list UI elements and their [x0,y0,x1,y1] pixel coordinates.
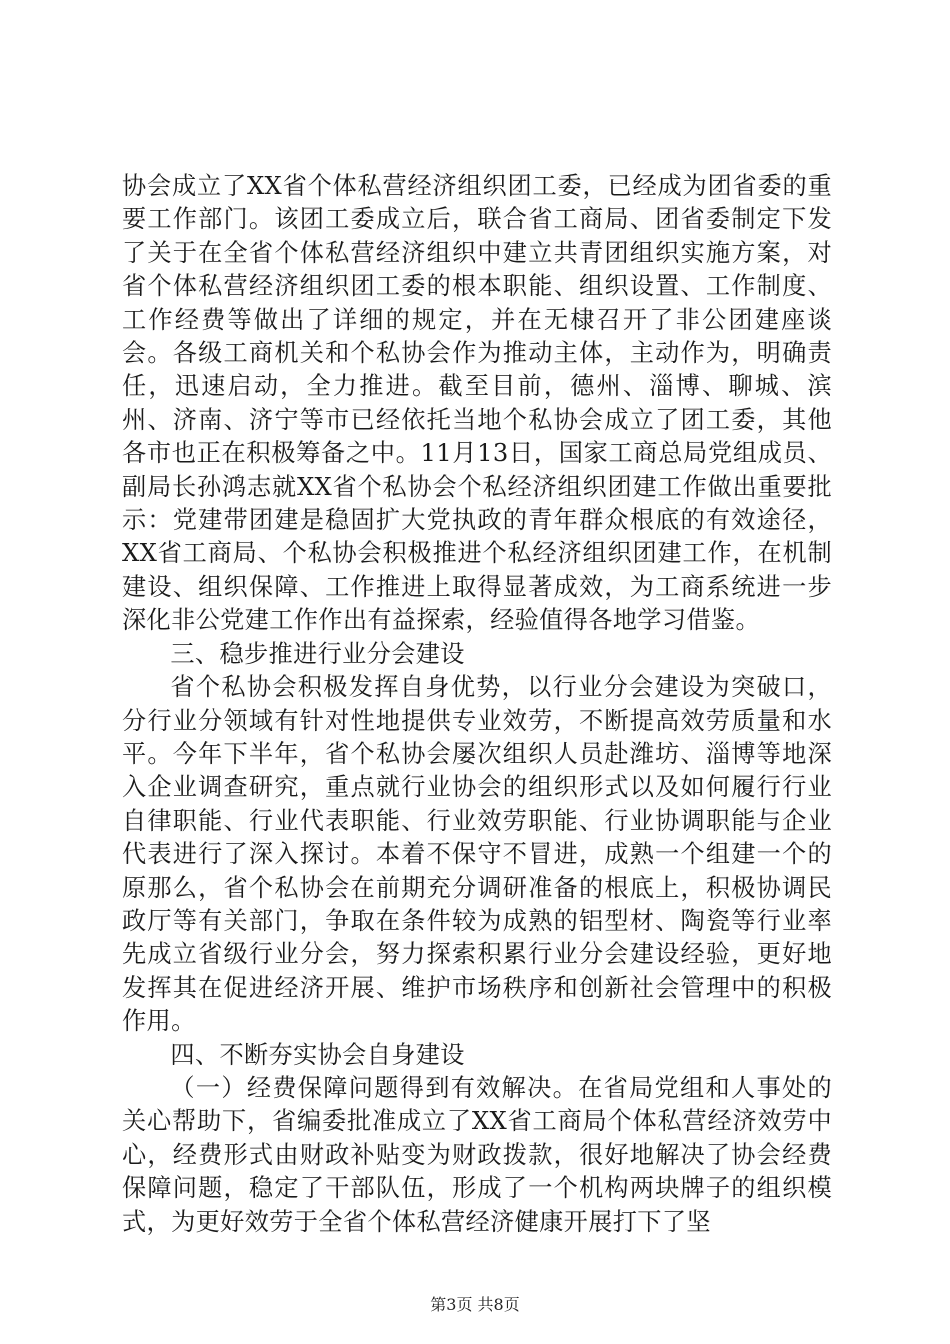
paragraph-industry-branches: 省个私协会积极发挥自身优势，以行业分会建设为突破口，分行业分领域有针对性地提供专业效劳，不断提高效劳质量和水平。今年下半年，省个私协会屡次组织人员赴潍坊、淄博等地深入企业调查研究，重点就行业协会的组织形式以及如何履行行业自律职能、行业代表职能、行业效劳职能、行业协调职能与企业代表进行了深入探讨。本着不保守不冒进，成熟一个组建一个的原那么，省个私协会在前期充分调研准备的根底上，积极协调民政厅等有关部门，争取在条件较为成熟的铝型材、陶瓷等行业率先成立省级行业分会，努力探索积累行业分会建设经验，更好地发挥其在促进经济开展、维护市场秩序和创新社会管理中的积极作用。 [122,673,832,1036]
paragraph-continuation: 协会成立了XX省个体私营经济组织团工委，已经成为团省委的重要工作部门。该团工委成立后，联合省工商局、团省委制定下发了关于在全省个体私营经济组织中建立共青团组织实施方案，对省个体私营经济组织团工委的根本职能、组织设置、工作制度、工作经费等做出了详细的规定，并在无棣召开了非公团建座谈会。各级工商机关和个私协会作为推动主体，主动作为，明确责任，迅速启动，全力推进。截至目前，德州、淄博、聊城、滨州、济南、济宁等市已经依托当地个私协会成立了团工委，其他各市也正在积极筹备之中。11月13日，国家工商总局党组成员、副局长孙鸿志就XX省个私协会个私经济组织团建工作做出重要批示：党建带团建是稳固扩大党执政的青年群众根底的有效途径，XX省工商局、个私协会积极推进个私经济组织团建工作，在机制建设、组织保障、工作推进上取得显著成效，为工商系统进一步深化非公党建工作作出有益探索，经验值得各地学习借鉴。 [122,172,832,635]
section-heading-three: 三、稳步推进行业分会建设 [170,639,465,668]
section-heading-four: 四、不断夯实协会自身建设 [170,1040,465,1069]
page-number-footer: 第3页 共8页 [430,1295,520,1314]
document-body [122,170,832,1239]
paragraph-funding: （一）经费保障问题得到有效解决。在省局党组和人事处的关心帮助下，省编委批准成立了XX省工商局个体私营经济效劳中心，经费形式由财政补贴变为财政拨款，很好地解决了协会经费保障问题，稳定了干部队伍，形成了一个机构两块牌子的组织模式，为更好效劳于全省个体私营经济健康开展打下了坚 [122,1073,832,1236]
